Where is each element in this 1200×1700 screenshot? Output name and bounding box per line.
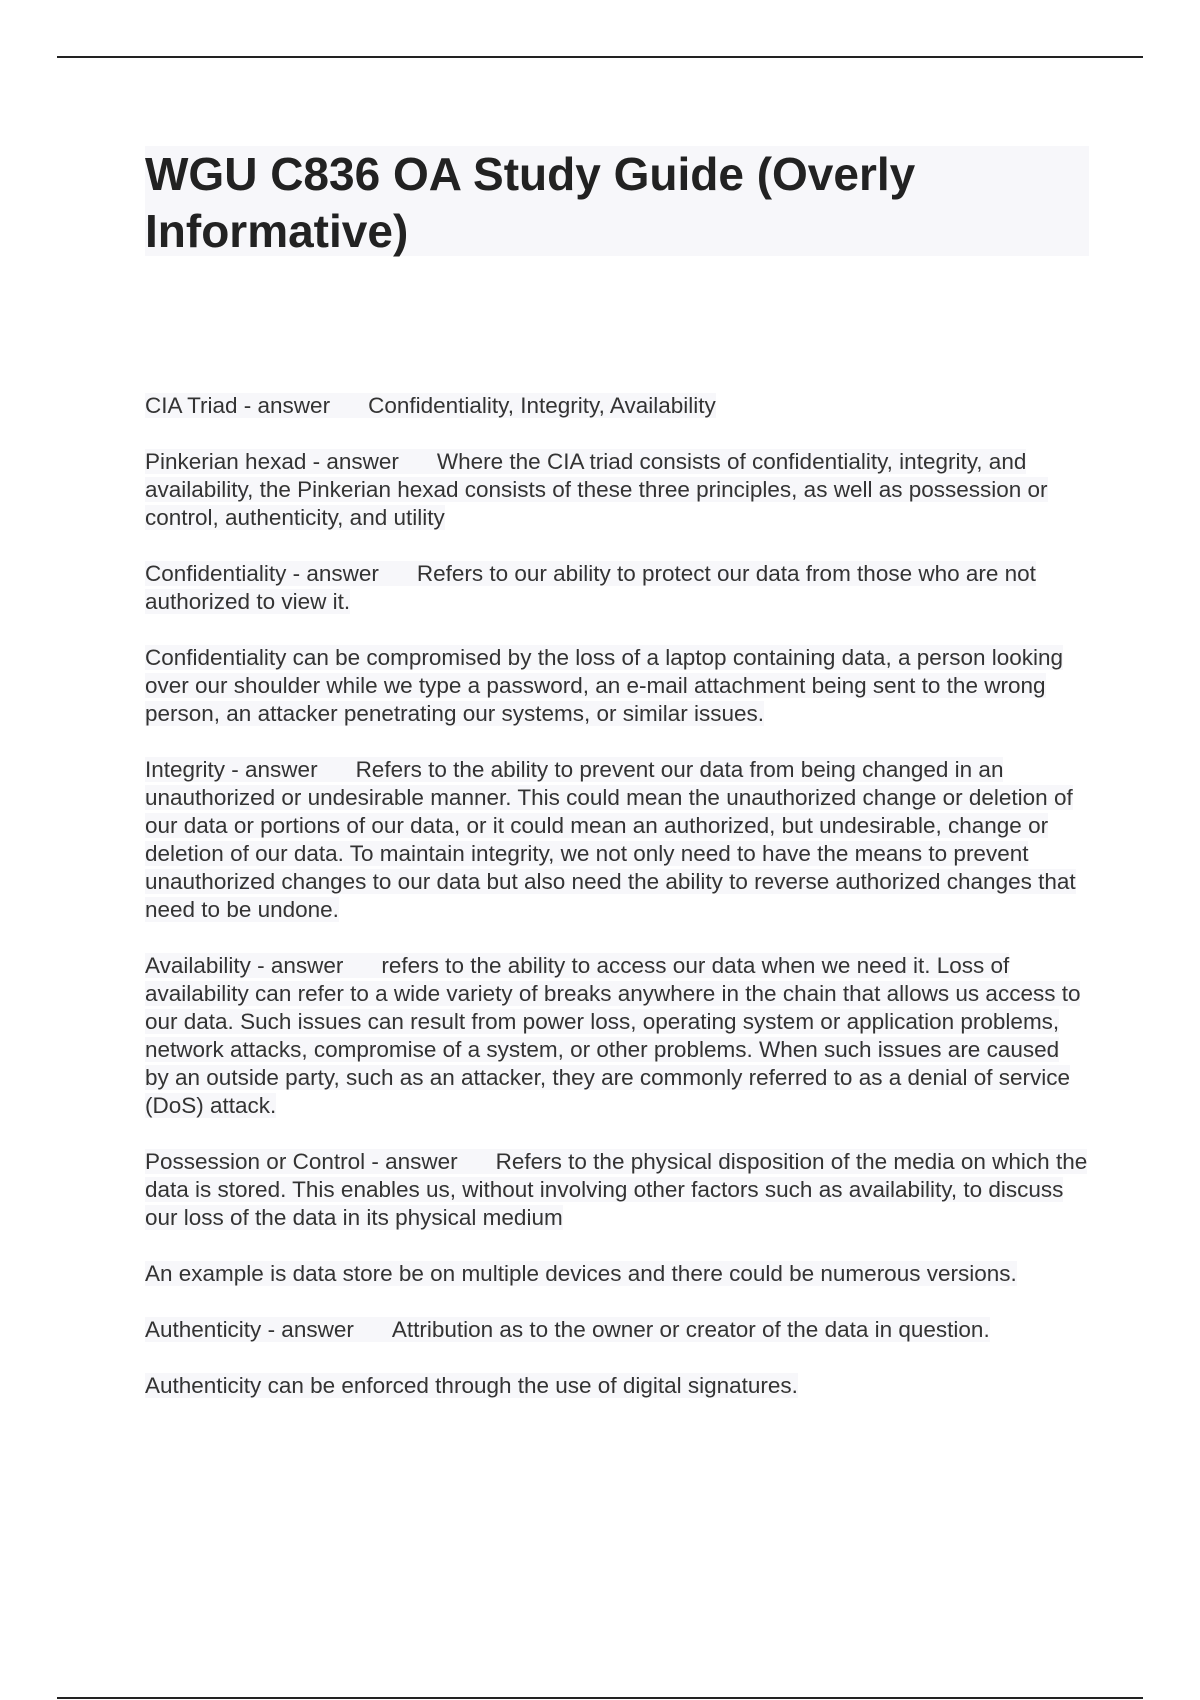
definition: Attribution as to the owner or creator of the data in question. <box>391 1317 990 1342</box>
flashcard-authenticity-note <box>145 1372 1089 1400</box>
definition: refers to the ability to access our data when we need it. Loss of availability can refer to a wide variety of breaks anywhere in the chain that allows us access to our data. Such issues can result from power loss, operating system or application problems, network attacks, compromise of a system, or other problems. When such issues are caused by an outside party, such as an attacker, they are commonly referred to as a denial of service (DoS) attack. <box>145 953 1081 1118</box>
flashcard-integrity <box>145 756 1089 924</box>
term: Availability - answer <box>145 953 344 978</box>
term: Confidentiality - answer <box>145 561 379 586</box>
document-title: WGU C836 OA Study Guide (Overly Informative) <box>145 148 916 257</box>
flashcard-confidentiality <box>145 560 1089 616</box>
flashcard-possession-or-control <box>145 1148 1089 1232</box>
flashcard-pinkerian-hexad <box>145 448 1089 532</box>
title-block <box>145 146 1089 256</box>
top-rule <box>57 56 1143 58</box>
definition: Confidentiality, Integrity, Availability <box>368 393 716 418</box>
term: CIA Triad - answer <box>145 393 331 418</box>
definition: Refers to our ability to protect our data from those who are not authorized to view it. <box>145 561 1036 614</box>
document-body <box>145 146 1089 1428</box>
term: Authenticity - answer <box>145 1317 354 1342</box>
definition: Where the CIA triad consists of confidentiality, integrity, and availability, the Pinkerian hexad consists of these three principles, as well as possession or control, authenticity, and utility <box>145 449 1048 530</box>
flashcard-confidentiality-note <box>145 644 1089 728</box>
definition: An example is data store be on multiple devices and there could be numerous versions. <box>145 1261 1017 1286</box>
definition: Refers to the physical disposition of the media on which the data is stored. This enables us, without involving other factors such as availability, to discuss our loss of the data in its physical medium <box>145 1149 1088 1230</box>
flashcard-cia-triad <box>145 392 1089 420</box>
term: Integrity - answer <box>145 757 318 782</box>
bottom-rule <box>57 1697 1143 1699</box>
flashcard-possession-example <box>145 1260 1089 1288</box>
term: Pinkerian hexad - answer <box>145 449 399 474</box>
flashcard-list <box>145 392 1089 1400</box>
definition: Confidentiality can be compromised by the loss of a laptop containing data, a person looking over our shoulder while we type a password, an e-mail attachment being sent to the wrong person, an attacker penetrating our systems, or similar issues. <box>145 645 1064 726</box>
definition: Authenticity can be enforced through the use of digital signatures. <box>145 1373 798 1398</box>
term: Possession or Control - answer <box>145 1149 458 1174</box>
flashcard-availability <box>145 952 1089 1120</box>
definition: Refers to the ability to prevent our data from being changed in an unauthorized or undesirable manner. This could mean the unauthorized change or deletion of our data or portions of our data, or it could mean an authorized, but undesirable, change or deletion of our data. To maintain integrity, we not only need to have the means to prevent unauthorized changes to our data but also need the ability to reverse authorized changes that need to be undone. <box>145 757 1076 922</box>
flashcard-authenticity <box>145 1316 1089 1344</box>
